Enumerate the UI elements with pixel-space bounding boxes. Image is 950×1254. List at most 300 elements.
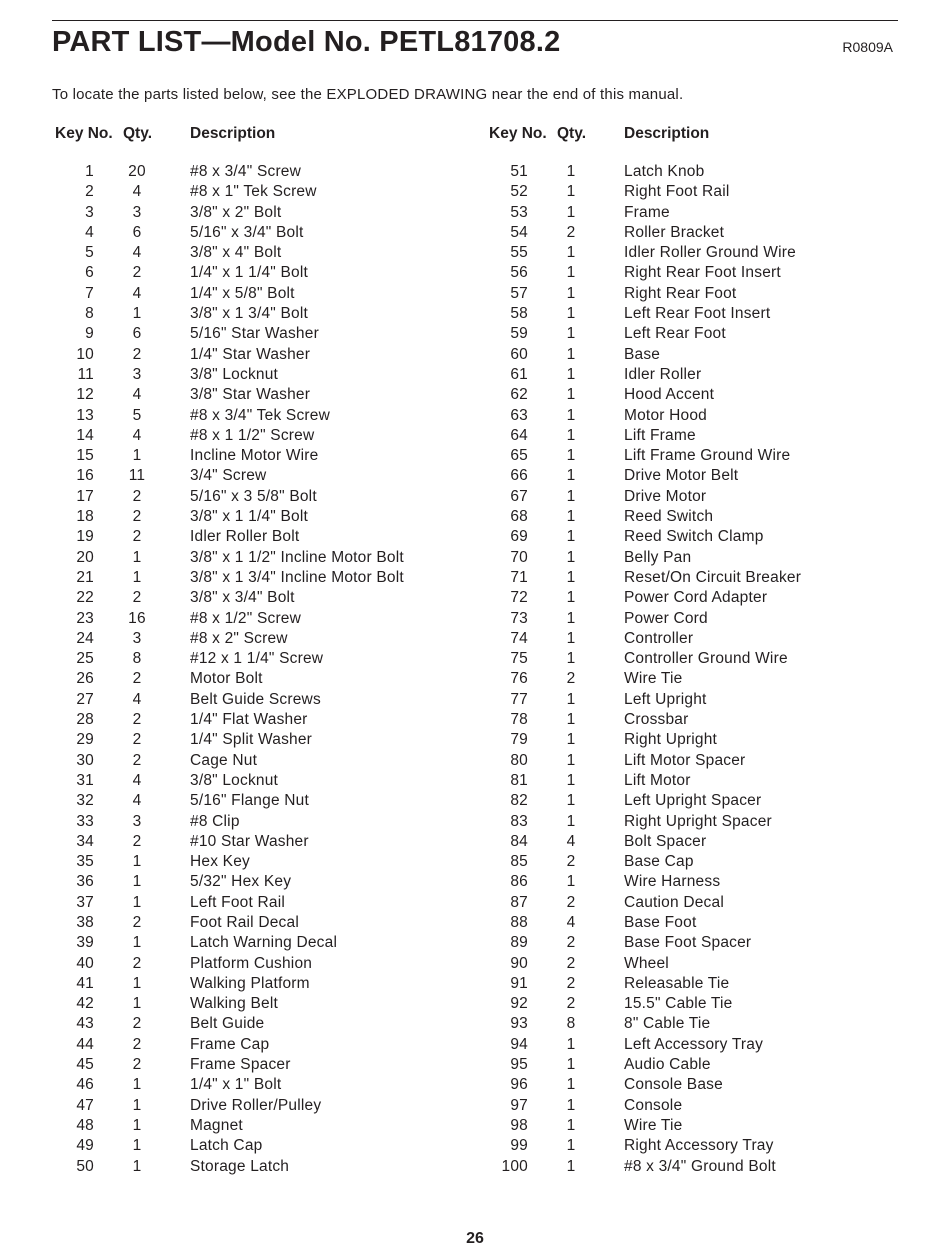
part-description: Cage Nut — [190, 751, 258, 769]
part-qty: 2 — [132, 264, 142, 282]
part-description: Crossbar — [624, 711, 689, 729]
part-row — [486, 813, 896, 833]
part-qty: 1 — [566, 1137, 576, 1155]
part-key-no: 72 — [510, 589, 528, 607]
part-row — [52, 731, 462, 751]
part-row — [486, 528, 896, 548]
part-description: Hood Accent — [624, 386, 715, 404]
part-key-no: 20 — [76, 548, 94, 566]
part-description: 3/8" x 1 1/4" Bolt — [190, 508, 309, 526]
part-key-no: 27 — [76, 690, 94, 708]
part-description: Storage Latch — [190, 1157, 290, 1175]
part-description: #8 x 3/4" Ground Bolt — [624, 1157, 776, 1175]
part-key-no: 48 — [76, 1116, 94, 1134]
part-row — [52, 1076, 462, 1096]
part-description: Wire Tie — [624, 670, 683, 688]
part-row — [52, 386, 462, 406]
qty-header: Qty. — [557, 125, 586, 142]
part-row — [486, 691, 896, 711]
part-key-no: 85 — [510, 853, 528, 871]
part-row — [486, 955, 896, 975]
part-row — [52, 955, 462, 975]
part-description: Foot Rail Decal — [190, 913, 299, 931]
part-qty: 2 — [132, 832, 142, 850]
part-description: Magnet — [190, 1116, 243, 1134]
part-qty: 1 — [566, 345, 576, 363]
part-qty: 1 — [566, 386, 576, 404]
page-number: 26 — [466, 1230, 484, 1247]
part-row — [52, 1097, 462, 1117]
part-row — [52, 1056, 462, 1076]
part-description: Frame — [624, 203, 670, 221]
part-description: Bolt Spacer — [624, 832, 707, 850]
part-row — [52, 1158, 462, 1178]
part-key-no: 34 — [76, 832, 94, 850]
part-description: #8 x 1" Tek Screw — [190, 183, 317, 201]
part-row — [52, 792, 462, 812]
part-description: Latch Cap — [190, 1137, 263, 1155]
part-key-no: 98 — [510, 1116, 528, 1134]
part-qty: 1 — [566, 1157, 576, 1175]
part-qty: 1 — [566, 406, 576, 424]
part-qty: 1 — [566, 163, 576, 180]
part-key-no: 51 — [510, 163, 528, 180]
part-description: #12 x 1 1/4" Screw — [190, 650, 324, 668]
part-row — [486, 792, 896, 812]
part-key-no: 61 — [510, 365, 528, 383]
part-qty: 1 — [566, 467, 576, 485]
part-row — [486, 508, 896, 528]
part-row — [52, 447, 462, 467]
part-row — [486, 894, 896, 914]
part-row — [52, 427, 462, 447]
part-description: #8 x 3/4" Screw — [190, 163, 302, 180]
part-key-no: 58 — [510, 305, 528, 323]
part-row — [486, 427, 896, 447]
part-row — [52, 285, 462, 305]
part-key-no: 91 — [510, 974, 528, 992]
part-qty: 1 — [132, 568, 142, 586]
part-key-no: 65 — [510, 447, 528, 465]
part-qty: 5 — [132, 406, 142, 424]
part-qty: 1 — [566, 751, 576, 769]
part-key-no: 62 — [510, 386, 528, 404]
part-qty: 1 — [566, 711, 576, 729]
part-qty: 3 — [132, 812, 142, 830]
part-row — [486, 630, 896, 650]
part-key-no: 21 — [76, 568, 94, 586]
part-qty: 1 — [566, 183, 576, 201]
part-description: 3/8" Locknut — [190, 365, 279, 383]
part-key-no: 13 — [76, 406, 94, 424]
part-qty: 3 — [132, 365, 142, 383]
part-qty: 1 — [566, 325, 576, 343]
part-key-no: 52 — [510, 183, 528, 201]
part-key-no: 37 — [76, 893, 94, 911]
part-row — [486, 366, 896, 386]
part-qty: 2 — [566, 853, 576, 871]
part-row — [486, 386, 896, 406]
part-key-no: 54 — [510, 223, 528, 241]
part-qty: 1 — [566, 812, 576, 830]
part-key-no: 42 — [76, 995, 94, 1013]
part-description: 3/8" x 1 3/4" Incline Motor Bolt — [190, 568, 404, 586]
part-qty: 1 — [132, 995, 142, 1013]
part-row — [486, 224, 896, 244]
part-qty: 1 — [132, 1157, 142, 1175]
part-row — [486, 447, 896, 467]
part-row — [486, 549, 896, 569]
part-description: #8 x 3/4" Tek Screw — [190, 406, 330, 424]
part-qty: 8 — [132, 650, 142, 668]
part-qty: 6 — [132, 325, 142, 343]
part-description: 5/16" Star Washer — [190, 325, 319, 343]
part-key-no: 84 — [510, 832, 528, 850]
part-qty: 1 — [566, 1096, 576, 1114]
top-rule — [52, 20, 898, 21]
part-description: 1/4" x 1" Bolt — [190, 1076, 282, 1094]
part-qty: 1 — [566, 528, 576, 546]
part-key-no: 83 — [510, 812, 528, 830]
part-description: Belly Pan — [624, 548, 692, 566]
part-description: Wheel — [624, 954, 669, 972]
part-description: Motor Bolt — [190, 670, 263, 688]
part-row — [52, 995, 462, 1015]
part-row — [52, 183, 462, 203]
part-row — [486, 1076, 896, 1096]
part-row — [52, 833, 462, 853]
part-qty: 20 — [128, 163, 146, 180]
part-description: Left Upright Spacer — [624, 792, 762, 810]
part-description: 3/8" Locknut — [190, 771, 279, 789]
part-description: Left Foot Rail — [190, 893, 285, 911]
part-row — [486, 650, 896, 670]
description-header: Description — [624, 125, 710, 142]
part-key-no: 66 — [510, 467, 528, 485]
part-row — [52, 244, 462, 264]
part-qty: 2 — [132, 508, 142, 526]
parts-table-left — [52, 125, 462, 1178]
part-row — [486, 285, 896, 305]
part-description: Frame Spacer — [190, 1056, 291, 1074]
part-qty: 1 — [132, 853, 142, 871]
part-row — [52, 589, 462, 609]
part-row — [52, 569, 462, 589]
part-key-no: 14 — [76, 426, 94, 444]
part-key-no: 30 — [76, 751, 94, 769]
part-description: Controller Ground Wire — [624, 650, 788, 668]
part-qty: 1 — [132, 1137, 142, 1155]
part-description: #8 x 1/2" Screw — [190, 609, 302, 627]
part-description: Roller Bracket — [624, 223, 725, 241]
part-row — [52, 467, 462, 487]
part-qty: 4 — [132, 386, 142, 404]
part-qty: 1 — [566, 731, 576, 749]
part-description: #10 Star Washer — [190, 832, 309, 850]
part-qty: 2 — [132, 487, 142, 505]
part-description: Right Rear Foot Insert — [624, 264, 781, 282]
part-key-no: 71 — [510, 568, 528, 586]
part-key-no: 39 — [76, 934, 94, 952]
part-row — [486, 1036, 896, 1056]
part-row — [52, 508, 462, 528]
part-row — [52, 1036, 462, 1056]
part-row — [52, 670, 462, 690]
part-description: Controller — [624, 629, 694, 647]
column-header — [486, 125, 896, 163]
part-row — [486, 204, 896, 224]
part-key-no: 64 — [510, 426, 528, 444]
part-key-no: 23 — [76, 609, 94, 627]
part-key-no: 67 — [510, 487, 528, 505]
part-row — [52, 549, 462, 569]
parts-rows-right — [486, 163, 896, 1178]
part-qty: 4 — [132, 426, 142, 444]
part-description: 5/16" x 3/4" Bolt — [190, 223, 304, 241]
part-description: Motor Hood — [624, 406, 707, 424]
part-row — [52, 711, 462, 731]
part-description: Wire Tie — [624, 1116, 683, 1134]
part-description: Left Rear Foot Insert — [624, 305, 771, 323]
part-qty: 1 — [132, 974, 142, 992]
part-qty: 4 — [566, 832, 576, 850]
part-key-no: 1 — [85, 163, 94, 180]
part-row — [486, 325, 896, 345]
key-no-header: Key No. — [55, 125, 113, 142]
part-qty: 3 — [132, 203, 142, 221]
part-description: 5/32" Hex Key — [190, 873, 292, 891]
part-row — [52, 325, 462, 345]
part-key-no: 45 — [76, 1056, 94, 1074]
part-key-no: 5 — [85, 244, 94, 262]
part-row — [52, 488, 462, 508]
part-key-no: 100 — [501, 1157, 528, 1175]
part-key-no: 43 — [76, 1015, 94, 1033]
part-key-no: 90 — [510, 954, 528, 972]
part-description: Latch Warning Decal — [190, 934, 338, 952]
parts-rows-left — [52, 163, 462, 1178]
part-qty: 4 — [132, 284, 142, 302]
part-row — [52, 305, 462, 325]
part-qty: 1 — [566, 487, 576, 505]
part-key-no: 18 — [76, 508, 94, 526]
part-key-no: 31 — [76, 771, 94, 789]
part-row — [52, 224, 462, 244]
part-key-no: 24 — [76, 629, 94, 647]
part-key-no: 15 — [76, 447, 94, 465]
part-description: Right Accessory Tray — [624, 1137, 774, 1155]
part-key-no: 81 — [510, 771, 528, 789]
part-qty: 2 — [132, 589, 142, 607]
part-description: 3/8" Star Washer — [190, 386, 311, 404]
part-row — [486, 1015, 896, 1035]
part-key-no: 86 — [510, 873, 528, 891]
part-key-no: 87 — [510, 893, 528, 911]
part-row — [52, 975, 462, 995]
part-qty: 2 — [132, 954, 142, 972]
part-key-no: 33 — [76, 812, 94, 830]
part-qty: 1 — [566, 548, 576, 566]
part-row — [52, 772, 462, 792]
part-key-no: 74 — [510, 629, 528, 647]
part-key-no: 11 — [77, 365, 94, 383]
part-qty: 1 — [566, 508, 576, 526]
part-row — [52, 1117, 462, 1137]
part-description: Lift Motor — [624, 771, 691, 789]
part-description: Drive Roller/Pulley — [190, 1096, 322, 1114]
part-key-no: 78 — [510, 711, 528, 729]
parts-table-right — [486, 125, 896, 1178]
part-description: 3/8" x 4" Bolt — [190, 244, 282, 262]
part-row — [486, 407, 896, 427]
part-qty: 1 — [566, 1056, 576, 1074]
part-row — [52, 366, 462, 386]
part-description: Drive Motor — [624, 487, 707, 505]
part-description: Base Foot Spacer — [624, 934, 752, 952]
part-description: Console — [624, 1096, 683, 1114]
part-row — [52, 346, 462, 366]
part-qty: 2 — [132, 913, 142, 931]
part-row — [52, 873, 462, 893]
part-row — [486, 244, 896, 264]
part-row — [52, 264, 462, 284]
part-description: Power Cord — [624, 609, 708, 627]
part-key-no: 69 — [510, 528, 528, 546]
part-row — [486, 1137, 896, 1157]
part-key-no: 92 — [510, 995, 528, 1013]
part-key-no: 47 — [76, 1096, 94, 1114]
part-row — [486, 1097, 896, 1117]
part-description: Releasable Tie — [624, 974, 730, 992]
part-row — [486, 264, 896, 284]
part-qty: 1 — [566, 792, 576, 810]
part-key-no: 41 — [76, 974, 94, 992]
part-key-no: 53 — [510, 203, 528, 221]
part-description: Left Accessory Tray — [624, 1035, 764, 1053]
part-row — [486, 731, 896, 751]
part-key-no: 6 — [85, 264, 94, 282]
part-description: 1/4" Split Washer — [190, 731, 313, 749]
part-key-no: 19 — [76, 528, 94, 546]
part-key-no: 73 — [510, 609, 528, 627]
part-qty: 2 — [132, 670, 142, 688]
part-key-no: 99 — [510, 1137, 528, 1155]
part-row — [52, 1137, 462, 1157]
part-row — [486, 975, 896, 995]
part-description: 1/4" x 1 1/4" Bolt — [190, 264, 309, 282]
part-row — [486, 873, 896, 893]
part-key-no: 16 — [76, 467, 94, 485]
part-key-no: 93 — [510, 1015, 528, 1033]
part-row — [52, 610, 462, 630]
part-key-no: 46 — [76, 1076, 94, 1094]
part-description: 1/4" Star Washer — [190, 345, 311, 363]
part-qty: 1 — [566, 305, 576, 323]
part-description: 8" Cable Tie — [624, 1015, 711, 1033]
part-description: Power Cord Adapter — [624, 589, 768, 607]
part-row — [486, 346, 896, 366]
part-qty: 2 — [566, 934, 576, 952]
part-row — [52, 914, 462, 934]
part-key-no: 25 — [76, 650, 94, 668]
part-description: #8 x 2" Screw — [190, 629, 288, 647]
part-description: Idler Roller Bolt — [190, 528, 300, 546]
part-qty: 2 — [132, 1035, 142, 1053]
qty-header: Qty. — [123, 125, 152, 142]
part-row — [486, 752, 896, 772]
part-key-no: 28 — [76, 711, 94, 729]
part-description: Reed Switch Clamp — [624, 528, 764, 546]
part-row — [52, 853, 462, 873]
part-row — [486, 589, 896, 609]
part-qty: 1 — [566, 650, 576, 668]
part-qty: 1 — [566, 568, 576, 586]
part-row — [52, 650, 462, 670]
part-key-no: 82 — [510, 792, 528, 810]
part-row — [486, 934, 896, 954]
part-row — [486, 670, 896, 690]
part-description: Frame Cap — [190, 1035, 270, 1053]
part-description: Lift Frame — [624, 426, 696, 444]
part-description: Idler Roller Ground Wire — [624, 244, 796, 262]
part-row — [486, 1056, 896, 1076]
part-qty: 1 — [566, 609, 576, 627]
part-key-no: 95 — [510, 1056, 528, 1074]
part-qty: 2 — [132, 1056, 142, 1074]
part-key-no: 60 — [510, 345, 528, 363]
part-qty: 6 — [132, 223, 142, 241]
part-qty: 1 — [566, 1076, 576, 1094]
part-row — [52, 528, 462, 548]
part-description: Incline Motor Wire — [190, 447, 319, 465]
part-qty: 1 — [132, 305, 142, 323]
part-row — [52, 894, 462, 914]
part-description: Left Upright — [624, 690, 707, 708]
part-key-no: 17 — [76, 487, 94, 505]
part-qty: 1 — [566, 244, 576, 262]
part-description: Left Rear Foot — [624, 325, 726, 343]
part-row — [52, 934, 462, 954]
part-row — [52, 813, 462, 833]
part-qty: 1 — [132, 548, 142, 566]
part-qty: 1 — [566, 284, 576, 302]
part-qty: 1 — [566, 203, 576, 221]
part-description: Right Upright Spacer — [624, 812, 772, 830]
part-qty: 1 — [566, 589, 576, 607]
part-description: Reset/On Circuit Breaker — [624, 568, 802, 586]
part-key-no: 59 — [510, 325, 528, 343]
part-key-no: 49 — [76, 1137, 94, 1155]
part-description: 5/16" x 3 5/8" Bolt — [190, 487, 317, 505]
part-key-no: 29 — [76, 731, 94, 749]
key-no-header: Key No. — [489, 125, 547, 142]
part-key-no: 4 — [85, 223, 94, 241]
part-key-no: 75 — [510, 650, 528, 668]
part-description: Belt Guide Screws — [190, 690, 321, 708]
part-row — [52, 752, 462, 772]
part-description: #8 Clip — [190, 812, 240, 830]
part-qty: 3 — [132, 629, 142, 647]
part-description: Wire Harness — [624, 873, 721, 891]
part-row — [486, 1117, 896, 1137]
part-qty: 2 — [132, 528, 142, 546]
part-description: 3/4" Screw — [190, 467, 267, 485]
part-qty: 1 — [132, 1076, 142, 1094]
part-description: 15.5" Cable Tie — [624, 995, 733, 1013]
part-description: 3/8" x 2" Bolt — [190, 203, 282, 221]
part-qty: 2 — [566, 893, 576, 911]
part-qty: 1 — [132, 1096, 142, 1114]
